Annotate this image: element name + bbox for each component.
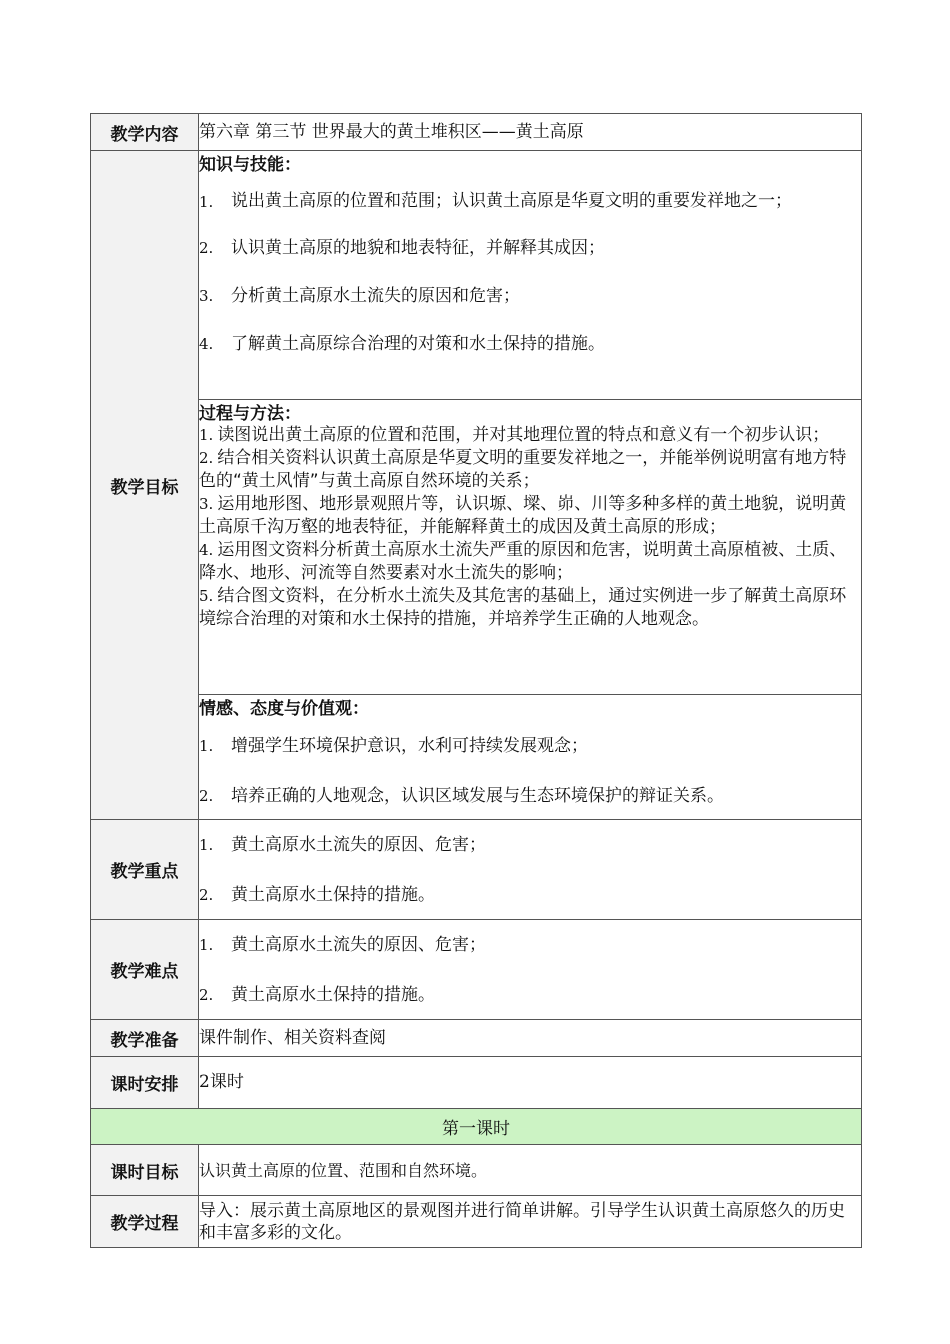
schedule-number: 2	[199, 1072, 210, 1092]
lesson-goal-value: 认识黄土高原的位置、范围和自然环境。	[199, 1145, 862, 1196]
list-item: 2. 黄土高原水土保持的措施。	[199, 984, 435, 1005]
difficulties-list	[199, 932, 861, 1008]
row-schedule	[91, 1057, 862, 1109]
label-preparation: 教学准备	[91, 1020, 199, 1057]
row-preparation	[91, 1020, 862, 1057]
list-item: 3. 运用地形图、地形景观照片等，认识塬、墚、峁、川等多种多样的黄土地貌，说明黄土高原千沟万壑的地表特征，并能解释黄土的成因及黄土高原的形成；	[199, 494, 847, 537]
label-difficulties: 教学难点	[91, 920, 199, 1020]
schedule-unit: 课时	[209, 1072, 244, 1092]
label-teaching-process: 教学过程	[91, 1196, 199, 1248]
teaching-process-value: 导入：展示黄土高原地区的景观图并进行简单讲解。引导学生认识黄土高原悠久的历史和丰富多彩的文化。	[199, 1196, 862, 1248]
attitude-values-heading: 情感、态度与价值观：	[199, 699, 369, 719]
teaching-content-value: 第六章 第三节 世界最大的黄土堆积区——黄土高原	[199, 114, 862, 151]
knowledge-skills-cell	[199, 151, 862, 400]
list-item: 4. 了解黄土高原综合治理的对策和水土保持的措施。	[199, 334, 605, 354]
list-item: 2. 培养正确的人地观念，认识区域发展与生态环境保护的辩证关系。	[199, 786, 724, 806]
attitude-values-list	[199, 733, 861, 809]
label-teaching-objectives: 教学目标	[91, 151, 199, 820]
row-teaching-content	[91, 114, 862, 151]
difficulties-cell	[199, 920, 862, 1020]
row-lesson-goal	[91, 1145, 862, 1196]
row-first-lesson	[91, 1109, 862, 1145]
list-item: 4. 运用图文资料分析黄土高原水土流失严重的原因和危害，说明黄土高原植被、土质、降水、地形、河流等自然要素对水土流失的影响；	[199, 540, 847, 583]
knowledge-skills-list	[199, 189, 861, 357]
preparation-value: 课件制作、相关资料查阅	[199, 1020, 862, 1057]
process-methods-cell	[199, 400, 862, 695]
row-teaching-process	[91, 1196, 862, 1248]
list-item: 1. 黄土高原水土流失的原因、危害；	[199, 934, 486, 955]
process-methods-heading: 过程与方法：	[199, 404, 301, 424]
schedule-value	[199, 1057, 862, 1109]
list-item: 1. 增强学生环境保护意识，水利可持续发展观念；	[199, 736, 588, 756]
knowledge-skills-heading: 知识与技能：	[199, 155, 301, 175]
label-schedule: 课时安排	[91, 1057, 199, 1109]
row-key-points	[91, 820, 862, 920]
list-item: 5. 结合图文资料，在分析水土流失及其危害的基础上，通过实例进一步了解黄土高原环境综合治理的对策和水土保持的措施，并培养学生正确的人地观念。	[199, 586, 847, 629]
list-item: 1. 读图说出黄土高原的位置和范围，并对其地理位置的特点和意义有一个初步认识；	[199, 425, 830, 445]
attitude-values-cell	[199, 695, 862, 820]
label-teaching-content: 教学内容	[91, 114, 199, 151]
first-lesson-header: 第一课时	[91, 1109, 862, 1145]
label-lesson-goal: 课时目标	[91, 1145, 199, 1196]
list-item: 1. 黄土高原水土流失的原因、危害；	[199, 834, 486, 855]
lesson-plan-table	[90, 113, 862, 1248]
key-points-list	[199, 832, 861, 908]
list-item: 2. 认识黄土高原的地貌和地表特征，并解释其成因；	[199, 238, 605, 258]
row-objectives-knowledge	[91, 151, 862, 400]
list-item: 2. 黄土高原水土保持的措施。	[199, 884, 435, 905]
row-objectives-process	[91, 400, 862, 695]
key-points-cell	[199, 820, 862, 920]
row-difficulties	[91, 920, 862, 1020]
list-item: 1. 说出黄土高原的位置和范围；认识黄土高原是华夏文明的重要发祥地之一；	[199, 191, 792, 211]
list-item: 2. 结合相关资料认识黄土高原是华夏文明的重要发祥地之一，并能举例说明富有地方特色的“黄土风情”与黄土高原自然环境的关系；	[199, 448, 847, 491]
label-key-points: 教学重点	[91, 820, 199, 920]
row-objectives-attitude	[91, 695, 862, 820]
list-item: 3. 分析黄土高原水土流失的原因和危害；	[199, 286, 520, 306]
